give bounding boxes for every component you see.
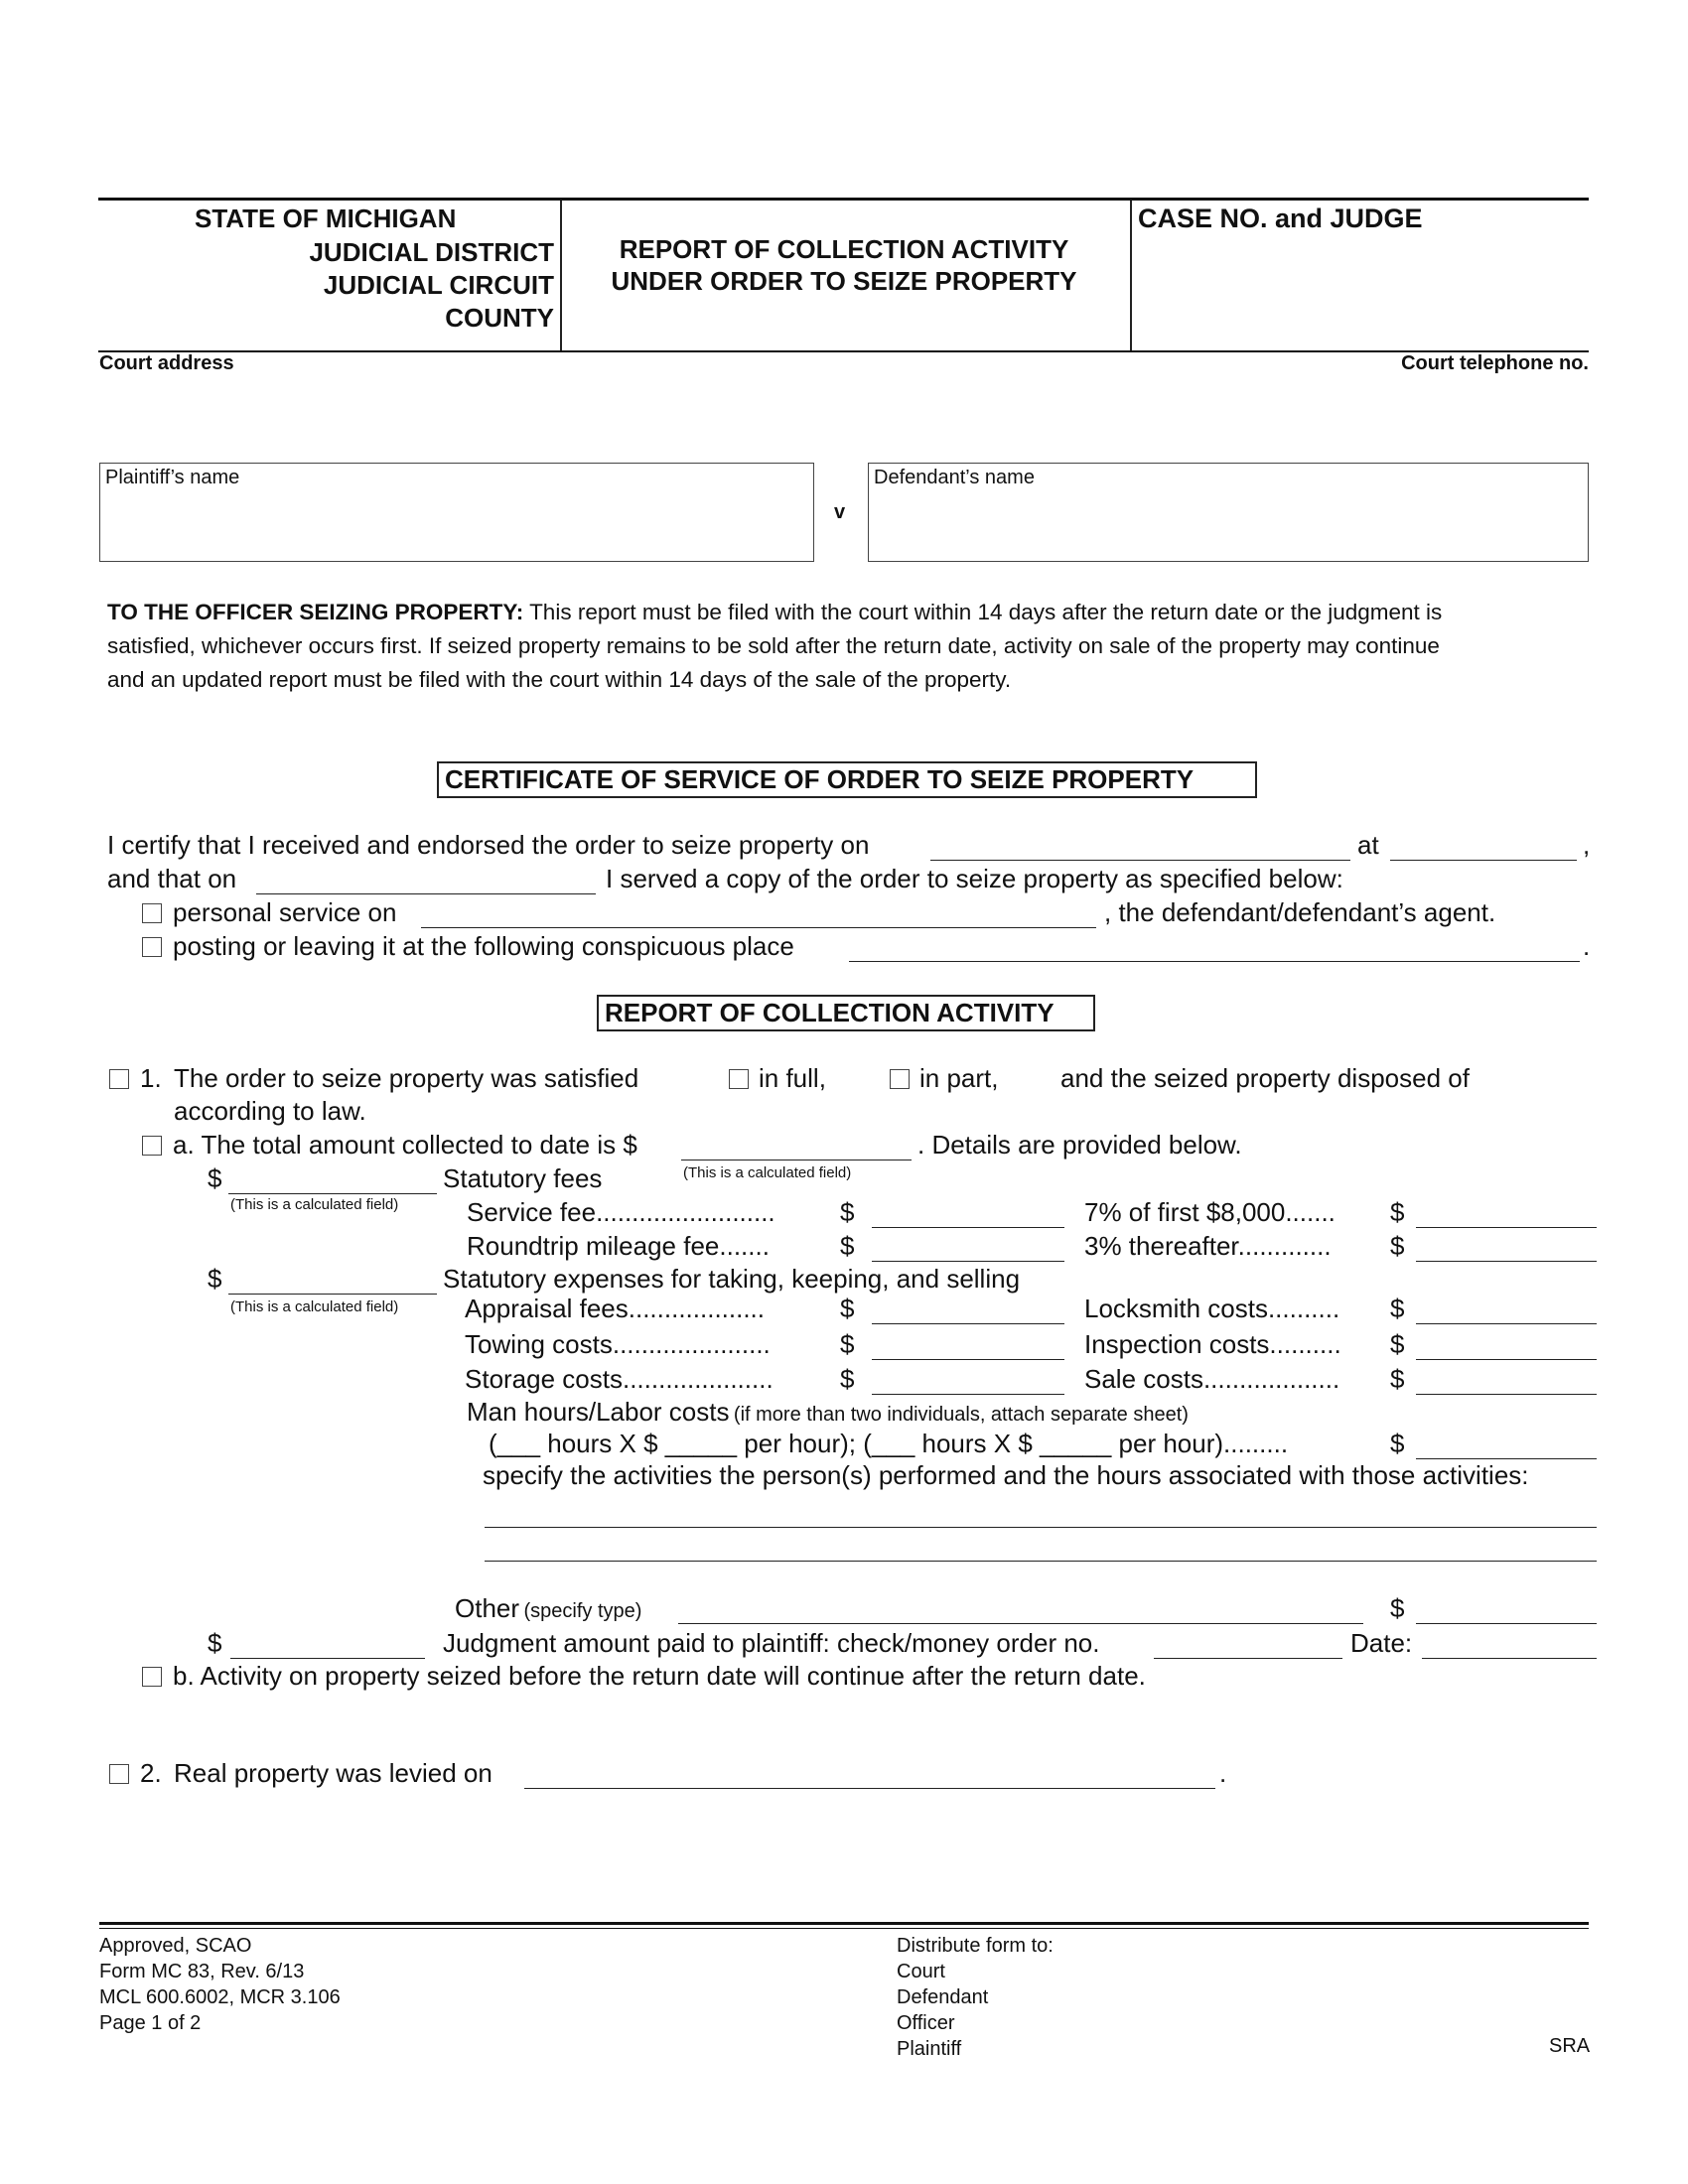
certify-line2-start: and that on bbox=[107, 864, 237, 893]
endorsed-time-field[interactable] bbox=[1390, 860, 1577, 861]
expenses-calc-note: (This is a calculated field) bbox=[230, 1298, 399, 1315]
total-calc-note: (This is a calculated field) bbox=[683, 1164, 852, 1181]
other-label: Other bbox=[455, 1593, 520, 1623]
appraisal-label: Appraisal fees................... bbox=[465, 1294, 766, 1323]
in-full-checkbox[interactable] bbox=[729, 1069, 749, 1089]
in-full-label: in full, bbox=[759, 1063, 826, 1093]
storage-dollar: $ bbox=[840, 1364, 855, 1394]
three-pct-dollar: $ bbox=[1390, 1231, 1405, 1261]
instructions-line1 bbox=[107, 600, 1442, 625]
instructions-line2: satisfied, whichever occurs first. If seized property remains to be sold after the return date, activity on sale of the property may continue bbox=[107, 633, 1440, 658]
three-pct-label: 3% thereafter............. bbox=[1084, 1231, 1332, 1261]
check-number-field[interactable] bbox=[1154, 1658, 1342, 1659]
other-line bbox=[455, 1593, 641, 1624]
form-number-label: Form MC 83, Rev. 6/13 bbox=[99, 1961, 305, 1982]
personal-service-tail: , the defendant/defendant’s agent. bbox=[1104, 897, 1496, 927]
header-divider-left bbox=[560, 201, 562, 350]
defendant-name-field[interactable] bbox=[868, 463, 1589, 562]
item-b-text: b. Activity on property seized before the return date will continue after the return date. bbox=[173, 1661, 1146, 1691]
date-label: Date: bbox=[1350, 1628, 1413, 1658]
versus-label: v bbox=[834, 501, 846, 523]
roundtrip-dollar: $ bbox=[840, 1231, 855, 1261]
header-divider-right bbox=[1130, 201, 1132, 350]
plaintiff-name-field[interactable] bbox=[99, 463, 814, 562]
form-title-line2: UNDER ORDER TO SEIZE PROPERTY bbox=[611, 266, 1077, 296]
endorsed-date-field[interactable] bbox=[930, 860, 1350, 861]
storage-field[interactable] bbox=[872, 1394, 1064, 1395]
service-fee-dollar: $ bbox=[840, 1197, 855, 1227]
seven-pct-dollar: $ bbox=[1390, 1197, 1405, 1227]
appraisal-field[interactable] bbox=[872, 1323, 1064, 1324]
posting-checkbox[interactable] bbox=[142, 937, 162, 957]
instructions-line3: and an updated report must be filed with the court within 14 days of the sale of the property. bbox=[107, 667, 1012, 692]
item2-period: . bbox=[1219, 1758, 1227, 1788]
item1-checkbox[interactable] bbox=[109, 1069, 129, 1089]
service-fee-label: Service fee......................... bbox=[467, 1197, 775, 1227]
footer-rule-top bbox=[99, 1922, 1589, 1925]
certify-line1: I certify that I received and endorsed the order to seize property on bbox=[107, 830, 870, 860]
sale-field[interactable] bbox=[1416, 1394, 1597, 1395]
personal-service-field[interactable] bbox=[421, 927, 1096, 928]
state-label: STATE OF MICHIGAN bbox=[195, 204, 457, 233]
sale-label: Sale costs................... bbox=[1084, 1364, 1340, 1394]
storage-label: Storage costs..................... bbox=[465, 1364, 774, 1394]
footer-rule-bottom bbox=[99, 1928, 1589, 1929]
county-label: COUNTY bbox=[445, 303, 554, 333]
item1-line2: according to law. bbox=[174, 1096, 366, 1126]
comma-label: , bbox=[1583, 830, 1591, 860]
inspection-label: Inspection costs.......... bbox=[1084, 1329, 1341, 1359]
statutory-expenses-total-field[interactable] bbox=[228, 1294, 437, 1295]
towing-label: Towing costs...................... bbox=[465, 1329, 771, 1359]
service-fee-field[interactable] bbox=[872, 1227, 1064, 1228]
seven-pct-field[interactable] bbox=[1416, 1227, 1597, 1228]
real-property-date-field[interactable] bbox=[524, 1788, 1215, 1789]
other-type-field[interactable] bbox=[678, 1623, 1363, 1624]
item-b-checkbox[interactable] bbox=[142, 1667, 162, 1687]
payment-date-field[interactable] bbox=[1422, 1658, 1597, 1659]
court-telephone-label: Court telephone no. bbox=[1401, 352, 1589, 374]
towing-field[interactable] bbox=[872, 1359, 1064, 1360]
distribute-officer: Officer bbox=[897, 2012, 955, 2034]
other-amount-field[interactable] bbox=[1416, 1623, 1597, 1624]
court-address-label: Court address bbox=[99, 352, 234, 374]
statutory-fees-label: Statutory fees bbox=[443, 1163, 603, 1193]
approved-label: Approved, SCAO bbox=[99, 1935, 252, 1957]
other-note: (specify type) bbox=[523, 1600, 642, 1622]
judicial-circuit-label: JUDICIAL CIRCUIT bbox=[323, 270, 554, 300]
page-number: Page 1 of 2 bbox=[99, 2012, 202, 2034]
seven-pct-label: 7% of first $8,000....... bbox=[1084, 1197, 1336, 1227]
labor-cost-field[interactable] bbox=[1416, 1458, 1597, 1459]
in-part-label: in part, bbox=[919, 1063, 999, 1093]
fees-calc-note: (This is a calculated field) bbox=[230, 1196, 399, 1213]
inspection-dollar: $ bbox=[1390, 1329, 1405, 1359]
item1-text: The order to seize property was satisfied bbox=[174, 1063, 639, 1093]
statute-reference: MCL 600.6002, MCR 3.106 bbox=[99, 1986, 341, 2008]
judgment-dollar: $ bbox=[208, 1628, 222, 1658]
item-a-checkbox[interactable] bbox=[142, 1136, 162, 1156]
distribute-label: Distribute form to: bbox=[897, 1935, 1054, 1957]
at-label: at bbox=[1357, 830, 1379, 860]
towing-dollar: $ bbox=[840, 1329, 855, 1359]
item-a-text: a. The total amount collected to date is $ bbox=[173, 1130, 637, 1160]
posting-period: . bbox=[1583, 931, 1591, 961]
man-hours-line bbox=[467, 1397, 1189, 1428]
man-hours-note: (if more than two individuals, attach separate sheet) bbox=[733, 1404, 1189, 1426]
appraisal-dollar: $ bbox=[840, 1294, 855, 1323]
item2-number: 2. bbox=[140, 1758, 162, 1788]
distribute-plaintiff: Plaintiff bbox=[897, 2038, 962, 2060]
labor-dollar: $ bbox=[1390, 1429, 1405, 1458]
item2-checkbox[interactable] bbox=[109, 1764, 129, 1784]
defendant-name-label: Defendant’s name bbox=[874, 467, 1035, 488]
plaintiff-name-label: Plaintiff’s name bbox=[105, 467, 240, 488]
expenses-dollar: $ bbox=[208, 1264, 222, 1294]
locksmith-label: Locksmith costs.......... bbox=[1084, 1294, 1340, 1323]
roundtrip-field[interactable] bbox=[872, 1261, 1064, 1262]
certificate-heading: CERTIFICATE OF SERVICE OF ORDER TO SEIZE PROPERTY bbox=[437, 761, 1257, 798]
form-title-line1: REPORT OF COLLECTION ACTIVITY bbox=[619, 234, 1069, 264]
man-hours-label: Man hours/Labor costs bbox=[467, 1397, 730, 1427]
statutory-fees-total-field[interactable] bbox=[228, 1193, 437, 1194]
case-no-judge-label: CASE NO. and JUDGE bbox=[1138, 204, 1423, 233]
locksmith-field[interactable] bbox=[1416, 1323, 1597, 1324]
other-dollar: $ bbox=[1390, 1593, 1405, 1623]
sale-dollar: $ bbox=[1390, 1364, 1405, 1394]
form-code: SRA bbox=[1549, 2035, 1591, 2057]
distribute-court: Court bbox=[897, 1961, 945, 1982]
judgment-amount-field[interactable] bbox=[230, 1658, 425, 1659]
distribute-defendant: Defendant bbox=[897, 1986, 989, 2008]
item1-tail: and the seized property disposed of bbox=[1060, 1063, 1470, 1093]
roundtrip-label: Roundtrip mileage fee....... bbox=[467, 1231, 770, 1261]
in-part-checkbox[interactable] bbox=[890, 1069, 910, 1089]
judicial-district-label: JUDICIAL DISTRICT bbox=[309, 237, 554, 267]
personal-service-label: personal service on bbox=[173, 897, 397, 927]
posting-label: posting or leaving it at the following conspicuous place bbox=[173, 931, 794, 961]
hours-rate-line: (___ hours X $ _____ per hour); (___ hours X $ _____ per hour)......... bbox=[489, 1429, 1289, 1458]
three-pct-field[interactable] bbox=[1416, 1261, 1597, 1262]
fees-dollar: $ bbox=[208, 1163, 222, 1193]
item-a-tail: . Details are provided below. bbox=[917, 1130, 1242, 1160]
instructions-lead: TO THE OFFICER SEIZING PROPERTY: bbox=[107, 600, 524, 624]
specify-activities-label: specify the activities the person(s) performed and the hours associated with those activities: bbox=[483, 1460, 1529, 1490]
report-heading: REPORT OF COLLECTION ACTIVITY bbox=[597, 995, 1095, 1031]
inspection-field[interactable] bbox=[1416, 1359, 1597, 1360]
locksmith-dollar: $ bbox=[1390, 1294, 1405, 1323]
served-date-field[interactable] bbox=[256, 893, 596, 894]
judgment-paid-label: Judgment amount paid to plaintiff: check/money order no. bbox=[443, 1628, 1100, 1658]
instructions-text1: This report must be filed with the court within 14 days after the return date or the judgment is bbox=[529, 600, 1443, 624]
personal-service-checkbox[interactable] bbox=[142, 903, 162, 923]
activities-line2-field[interactable] bbox=[485, 1561, 1597, 1562]
posting-place-field[interactable] bbox=[849, 961, 1580, 962]
certify-line2-end: I served a copy of the order to seize property as specified below: bbox=[606, 864, 1343, 893]
item2-text: Real property was levied on bbox=[174, 1758, 492, 1788]
item1-number: 1. bbox=[140, 1063, 162, 1093]
activities-line1-field[interactable] bbox=[485, 1527, 1597, 1528]
statutory-expenses-label: Statutory expenses for taking, keeping, and selling bbox=[443, 1264, 1021, 1294]
